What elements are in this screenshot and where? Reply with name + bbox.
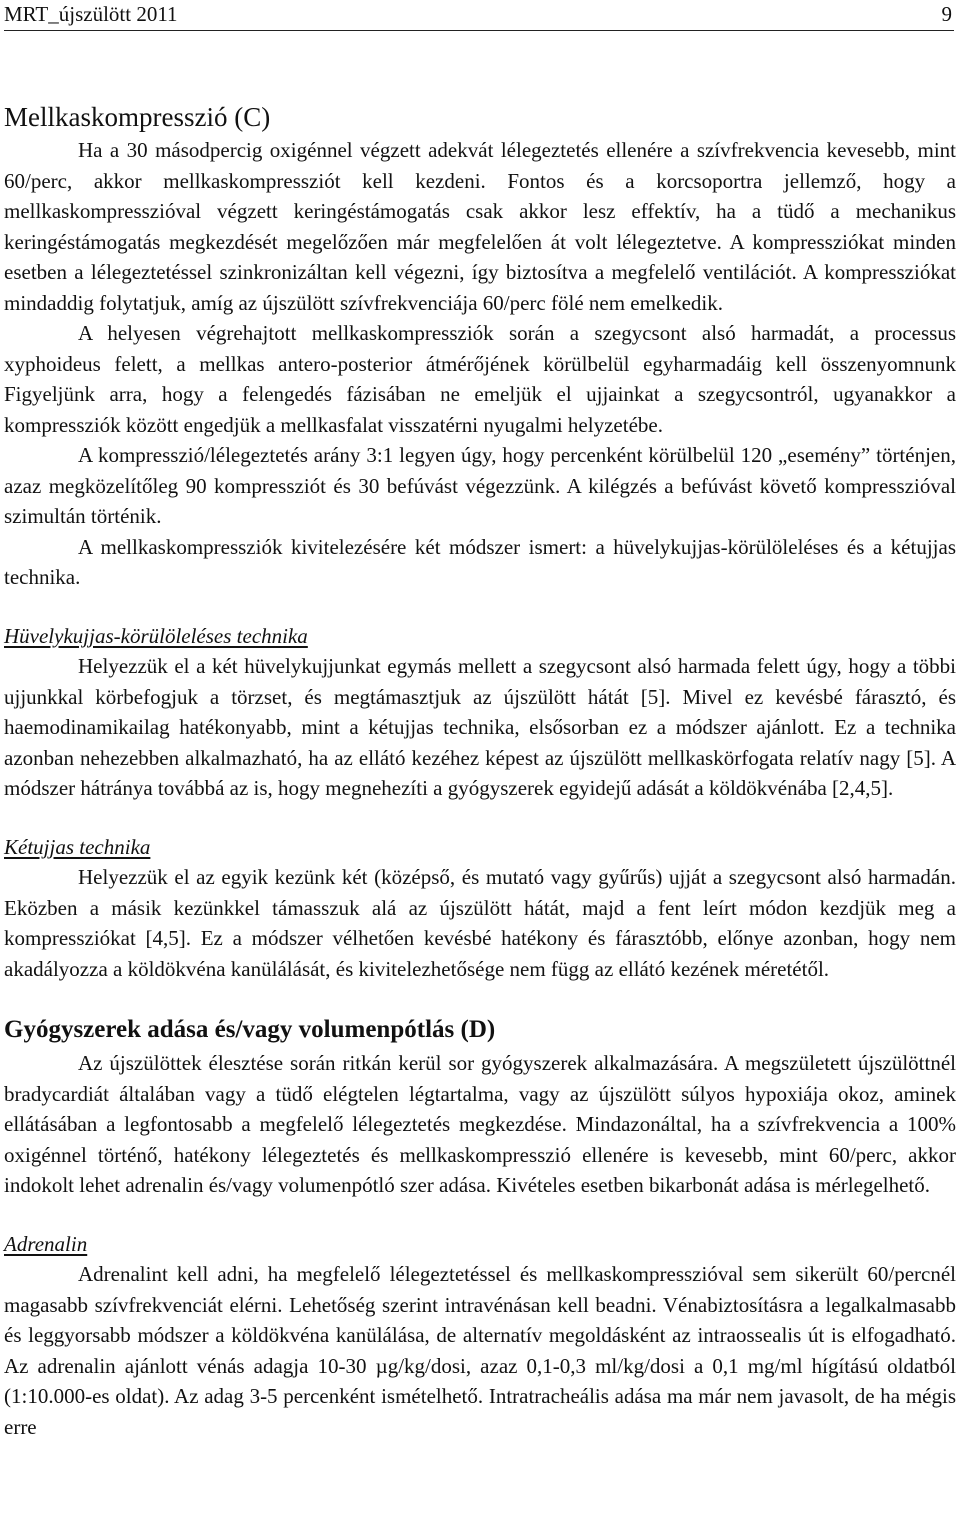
paragraph: Helyezzük el az egyik kezünk két (középső, és mutató vagy gyűrűs) ujját a szegycsont alsó harmadán. Eközben a másik kezünkkel támasszuk alá az újszülött hátát, majd a fent leírt módon kezdjük meg a kompressziókat [4,5]. Ez a módszer vélhetően kevésbé hatékony és fárasztóbb, előnye azonban, hogy nem akadályozza a köldökvéna kanülálását, és kivitelezhetősége nem függ az ellátó kezének méretétől. xyxy=(4,865,956,981)
paragraph: Az újszülöttek élesztése során ritkán kerül sor gyógyszerek alkalmazására. A megszületett újszülöttnél bradycardiát általában vagy a tüdő elégtelen légtartalma, vagy az újszülött súlyos hypoxiája okoz, aminek ellátásában a legfontosabb a megfelelő lélegeztetés megkezdése. Mindazonáltal, ha a szívfrekvencia a 100% oxigénnel történő, hatékony lélegeztetés és mellkaskompresszió ellenére is kevesebb, mint 60/perc, akkor indokolt lehet adrenalin és/vagy volumenpótló szer adása. Kivételes esetben bikarbonát adása is mérlegelhető. xyxy=(4,1051,956,1197)
section-heading: Mellkaskompresszió (C) xyxy=(4,102,271,132)
paragraph: A kompresszió/lélegeztetés arány 3:1 legyen úgy, hogy percenként körülbelül 120 „esemény” történjen, azaz megközelítőleg 90 kompressziót és 30 befúvást végezzünk. A kilégzés a befúvást követő kompresszióval szimultán történik. xyxy=(4,443,956,528)
paragraph: A mellkaskompressziók kivitelezésére két módszer ismert: a hüvelykujjas-körülöleléses és a kétujjas technika. xyxy=(4,534,956,589)
subsection-heading: Kétujjas technika xyxy=(4,834,151,859)
header-rule xyxy=(4,30,954,31)
section-thumb-technique xyxy=(4,621,956,804)
section-heading: Gyógyszerek adása és/vagy volumenpótlás (D) xyxy=(4,1016,496,1043)
paragraph: Adrenalint kell adni, ha megfelelő lélegeztetéssel és mellkaskompresszióval sem sikerült 60/percnél magasabb szívfrekvenciát elérni. Lehetőség szerint intravénásan kell beadni. Vénabiztosításra a legalkalmasabb és leggyorsabb módszer a köldökvéna kanülálása, de alternatív megoldásként az intraossealis út is elfogadható. Az adrenalin ajánlott vénás adagja 10-30 µg/kg/dosi, azaz 0,1-0,3 ml/kg/dosi a 0,1 mg/ml hígítású oldatból (1:10.000-es oldat). Az adag 3-5 percenként ismételhető. Intratracheális adása ma már nem javasolt, de ha mégis erre xyxy=(4,1262,956,1439)
paragraph: A helyesen végrehajtott mellkaskompressziók során a szegycsont alsó harmadát, a processus xyphoideus felett, a mellkas antero-posterior átmérőjének körülbelül egyharmadáig kell összenyomnunk Figyeljünk arra, hogy a felengedés fázisában ne emeljük el ujjainkat a szegycsontról, ugyanakkor a kompressziók között engedjük a mellkasfalat visszatérni nyugalmi helyzetébe. xyxy=(4,321,956,437)
document-title: MRT_újszülött 2011 xyxy=(4,2,178,26)
section-two-finger-technique xyxy=(4,832,956,985)
section-chest-compression xyxy=(4,100,956,593)
section-adrenaline xyxy=(4,1229,956,1443)
page-content xyxy=(4,100,956,1442)
subsection-heading: Hüvelykujjas-körülöleléses technika xyxy=(4,623,308,648)
section-drugs xyxy=(4,1013,956,1201)
paragraph: Helyezzük el a két hüvelykujjunkat egymás mellett a szegycsont alsó harmada felett úgy, hogy a többi ujjunkkal körbefogjuk a törzset, és megtámasztjuk az újszülött hátát [5]. Mivel ez kevésbé fárasztó, és haemodinamikailag hatékonyabb, mint a kétujjas technika, elsősorban ez a módszer ajánlott. Ez a technika azonban nehezebben alkalmazható, ha az ellátó kezéhez képest az újszülött mellkaskörfogata relatív nagy [5]. A módszer hátránya továbbá az is, hogy megnehezíti a gyógyszerek egyidejű adását a köldökvénába [2,4,5]. xyxy=(4,654,956,800)
subsection-heading: Adrenalin xyxy=(4,1231,88,1256)
paragraph: Ha a 30 másodpercig oxigénnel végzett adekvát lélegeztetés ellenére a szívfrekvencia kevesebb, mint 60/perc, akkor mellkaskompressziót kell kezdeni. Fontos és a korcsoportra jellemző, hogy a mellkaskompresszióval végzett keringéstámogatás csak akkor lesz effektív, ha a tüdő a mechanikus keringéstámogatás megkezdését megelőzően már megfelelően át volt lélegeztetve. A kompressziókat minden esetben a lélegeztetéssel szinkronizáltan kell végezni, így biztosítva a megfelelő ventilációt. A kompressziókat mindaddig folytatjuk, amíg az újszülött szívfrekvenciája 60/perc fölé nem emelkedik. xyxy=(4,138,956,315)
page-number: 9 xyxy=(941,2,952,26)
